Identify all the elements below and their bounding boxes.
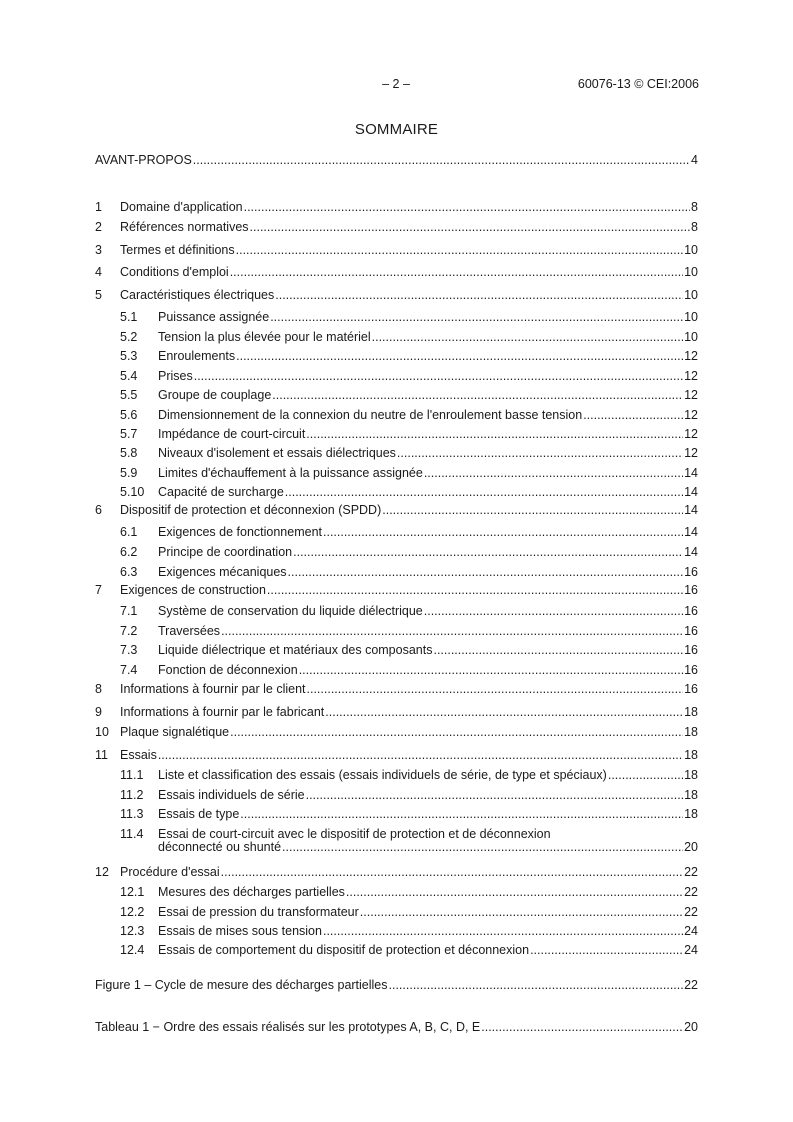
toc-entry-number: 5.1 — [120, 310, 138, 324]
dot-leader — [288, 564, 684, 580]
toc-entry[interactable] — [95, 681, 698, 697]
toc-entry-title: Puissance assignée — [158, 310, 270, 324]
toc-entry-number: 11.1 — [120, 768, 144, 782]
toc-entry-number: 12.2 — [120, 905, 145, 919]
toc-entry-title: Essais de type — [158, 807, 240, 821]
dot-leader — [244, 199, 690, 215]
toc-entry-title: Dimensionnement de la connexion du neutre de l'enroulement basse tension — [158, 408, 583, 422]
dot-leader — [433, 642, 683, 658]
dot-leader — [282, 839, 683, 855]
toc-entry-page: 10 — [684, 330, 698, 344]
toc-entry-page: 16 — [684, 565, 698, 579]
toc-entry-number: 5.9 — [120, 466, 138, 480]
page-title: SOMMAIRE — [354, 121, 439, 138]
toc-entry-title: Liquide diélectrique et matériaux des composants — [158, 643, 433, 657]
toc-entry-page: 12 — [684, 427, 698, 441]
toc-entry-page: 12 — [684, 408, 698, 422]
toc-entry-page: 18 — [684, 807, 698, 821]
toc-entry-title: Références normatives — [120, 220, 249, 234]
toc-entry-title: Dispositif de protection et déconnexion (SPDD) — [120, 503, 382, 517]
toc-entry[interactable] — [95, 152, 698, 168]
toc-entry[interactable] — [95, 787, 698, 803]
toc-entry[interactable] — [95, 582, 698, 598]
toc-entry-title: Impédance de court-circuit — [158, 427, 306, 441]
toc-entry-number: 5.5 — [120, 388, 138, 402]
toc-entry-number: 11.3 — [120, 807, 144, 821]
toc-entry-number: 5.4 — [120, 369, 138, 383]
toc-entry-title: Système de conservation du liquide diélectrique — [158, 604, 423, 618]
toc-entry-title: Essai de court-circuit avec le dispositif de protection et de déconnexion — [158, 827, 551, 841]
dot-leader — [389, 977, 684, 993]
page-number: – 2 – — [382, 77, 410, 91]
toc-entry[interactable] — [95, 544, 698, 560]
toc-entry-page: 12 — [684, 349, 698, 363]
toc-entry-page: 10 — [684, 243, 698, 257]
toc-entry-number: 10 — [95, 725, 109, 739]
dot-leader — [250, 219, 691, 235]
toc-entry-number: 7.4 — [120, 663, 138, 677]
toc-entry-number: 5.6 — [120, 408, 138, 422]
toc-entry[interactable] — [95, 884, 698, 900]
toc-entry-number: 8 — [95, 682, 102, 696]
toc-entry-number: 9 — [95, 705, 102, 719]
toc-entry[interactable] — [95, 309, 698, 325]
toc-entry-title: Exigences de construction — [120, 583, 266, 597]
toc-entry-number: 6.1 — [120, 525, 138, 539]
toc-entry-page: 8 — [691, 220, 698, 234]
toc-entry-page: 20 — [684, 1020, 698, 1034]
toc-entry-page: 12 — [684, 446, 698, 460]
toc-entry-title: Tension la plus élevée pour le matériel — [158, 330, 371, 344]
toc-entry[interactable] — [95, 977, 698, 993]
toc-entry-title: Traversées — [158, 624, 221, 638]
toc-entry[interactable] — [95, 1019, 698, 1035]
toc-entry-title: Informations à fournir par le client — [120, 682, 306, 696]
toc-entry[interactable] — [95, 445, 698, 461]
toc-entry-page: 10 — [684, 310, 698, 324]
toc-entry-title: Exigences mécaniques — [158, 565, 287, 579]
dot-leader — [306, 787, 683, 803]
toc-entry-title: Essais de comportement du dispositif de protection et déconnexion — [158, 943, 530, 957]
toc-entry-number: 12.4 — [120, 943, 145, 957]
toc-entry-page: 18 — [684, 768, 698, 782]
toc-entry[interactable] — [95, 502, 698, 518]
toc-entry-title: Essai de pression du transformateur — [158, 905, 359, 919]
toc-entry-page: 8 — [691, 200, 698, 214]
toc-entry[interactable] — [95, 368, 698, 384]
dot-leader — [230, 724, 683, 740]
document-reference: 60076-13 © CEI:2006 — [577, 77, 699, 91]
dot-leader — [325, 704, 683, 720]
toc-entry[interactable] — [95, 242, 698, 258]
toc-entry[interactable] — [95, 264, 698, 280]
toc-entry-number: 12.3 — [120, 924, 145, 938]
dot-leader — [360, 904, 683, 920]
toc-entry-number: 4 — [95, 265, 102, 279]
dot-leader — [285, 484, 683, 500]
toc-entry-number: 11.4 — [120, 827, 144, 841]
toc-entry[interactable] — [95, 219, 698, 235]
toc-entry-page: 16 — [684, 663, 698, 677]
toc-entry-title: Prises — [158, 369, 193, 383]
toc-entry-page: 18 — [684, 725, 698, 739]
toc-entry-title: Essais — [120, 748, 157, 762]
toc-entry-page: 24 — [684, 924, 698, 938]
dot-leader — [194, 368, 683, 384]
toc-entry-page: 22 — [684, 885, 698, 899]
toc-entry-title: Tableau 1 − Ordre des essais réalisés sur les prototypes A, B, C, D, E — [95, 1020, 481, 1034]
toc-entry[interactable] — [95, 806, 698, 822]
toc-entry-number: 5.7 — [120, 427, 138, 441]
toc-entry[interactable] — [95, 484, 698, 500]
toc-entry-title: Essais de mises sous tension — [158, 924, 322, 938]
toc-entry-number: 6.2 — [120, 545, 138, 559]
dot-leader — [306, 426, 683, 442]
toc-entry-title: Principe de coordination — [158, 545, 293, 559]
toc-entry-page: 16 — [684, 682, 698, 696]
dot-leader — [293, 544, 683, 560]
dot-leader — [397, 445, 683, 461]
toc-entry-number: 12 — [95, 865, 109, 879]
toc-entry[interactable] — [95, 704, 698, 720]
toc-entry-title: Niveaux d'isolement et essais diélectriques — [158, 446, 396, 460]
toc-entry-number: 7 — [95, 583, 102, 597]
dot-leader — [382, 502, 683, 518]
toc-entry-number: 11.2 — [120, 788, 144, 802]
toc-entry[interactable] — [95, 623, 698, 639]
toc-entry-page: 22 — [684, 978, 698, 992]
toc-entry-number: 1 — [95, 200, 102, 214]
dot-leader — [299, 662, 683, 678]
toc-entry-title: Conditions d'emploi — [120, 265, 229, 279]
toc-entry-page: 22 — [684, 865, 698, 879]
toc-entry-number: 5.8 — [120, 446, 138, 460]
toc-entry-page: 16 — [684, 643, 698, 657]
dot-leader — [323, 923, 683, 939]
toc-entry-page: 18 — [684, 705, 698, 719]
toc-entry[interactable] — [95, 747, 698, 763]
toc-entry-title: Exigences de fonctionnement — [158, 525, 322, 539]
toc-entry-number: 7.1 — [120, 604, 138, 618]
toc-entry[interactable] — [95, 329, 698, 345]
toc-entry-page: 18 — [684, 748, 698, 762]
toc-entry[interactable] — [95, 724, 698, 740]
toc-entry-number: 11 — [95, 748, 108, 762]
dot-leader — [221, 623, 683, 639]
toc-entry[interactable] — [95, 923, 698, 939]
toc-entry[interactable] — [95, 603, 698, 619]
toc-entry-page: 24 — [684, 943, 698, 957]
dot-leader — [230, 264, 683, 280]
dot-leader — [236, 348, 683, 364]
toc-entry[interactable] — [95, 387, 698, 403]
toc-entry[interactable] — [95, 662, 698, 678]
dot-leader — [272, 387, 683, 403]
toc-entry[interactable] — [95, 407, 698, 423]
dot-leader — [608, 767, 683, 783]
toc-entry[interactable] — [95, 524, 698, 540]
toc-entry-page: 16 — [684, 624, 698, 638]
toc-entry[interactable] — [95, 426, 698, 442]
toc-entry[interactable] — [95, 642, 698, 658]
toc-entry-title: Informations à fournir par le fabricant — [120, 705, 325, 719]
toc-entry-title: Domaine d'application — [120, 200, 243, 214]
dot-leader — [275, 287, 683, 303]
dot-leader — [372, 329, 683, 345]
toc-entry[interactable] — [95, 199, 698, 215]
toc-entry-title: Plaque signalétique — [120, 725, 230, 739]
toc-entry-page: 16 — [684, 583, 698, 597]
toc-entry-page: 14 — [684, 466, 698, 480]
toc-entry-title: Liste et classification des essais (essais individuels de série, de type et spéciaux) — [158, 768, 607, 782]
toc-entry-title: Caractéristiques électriques — [120, 288, 275, 302]
toc-entry-page: 10 — [684, 265, 698, 279]
dot-leader — [323, 524, 683, 540]
toc-entry-page: 18 — [684, 788, 698, 802]
toc-entry-title: Termes et définitions — [120, 243, 235, 257]
toc-entry-title: Mesures des décharges partielles — [158, 885, 345, 899]
dot-leader — [481, 1019, 683, 1035]
toc-entry-title: AVANT-PROPOS — [95, 153, 192, 167]
toc-entry[interactable] — [95, 864, 698, 880]
toc-entry-title: Groupe de couplage — [158, 388, 272, 402]
toc-entry-number: 7.3 — [120, 643, 138, 657]
toc-entry-title: Limites d'échauffement à la puissance assignée — [158, 466, 423, 480]
toc-entry-number: 5 — [95, 288, 102, 302]
dot-leader — [424, 603, 683, 619]
dot-leader — [236, 242, 683, 258]
toc-entry-number: 5.10 — [120, 485, 145, 499]
toc-entry-title: Essais individuels de série — [158, 788, 305, 802]
toc-entry-title-continuation: déconnecté ou shunté — [158, 840, 282, 854]
toc-entry-number: 5.2 — [120, 330, 138, 344]
toc-entry-page: 12 — [684, 369, 698, 383]
toc-entry-number: 2 — [95, 220, 102, 234]
toc-entry[interactable] — [95, 942, 698, 958]
dot-leader — [346, 884, 683, 900]
toc-entry-title: Capacité de surcharge — [158, 485, 284, 499]
toc-entry-page: 16 — [684, 604, 698, 618]
toc-entry-page: 20 — [684, 840, 698, 854]
toc-entry-title: Fonction de déconnexion — [158, 663, 298, 677]
toc-entry-page: 14 — [684, 525, 698, 539]
toc-entry-page: 4 — [691, 153, 698, 167]
dot-leader — [267, 582, 683, 598]
dot-leader — [307, 681, 684, 697]
dot-leader — [270, 309, 683, 325]
toc-entry-number: 12.1 — [120, 885, 145, 899]
dot-leader — [240, 806, 683, 822]
toc-entry-number: 3 — [95, 243, 102, 257]
toc-entry[interactable] — [95, 348, 698, 364]
dot-leader — [530, 942, 683, 958]
toc-entry[interactable] — [95, 904, 698, 920]
toc-entry-number: 6.3 — [120, 565, 138, 579]
toc-entry-title: Procédure d'essai — [120, 865, 220, 879]
toc-entry[interactable] — [95, 767, 698, 783]
toc-entry-page: 14 — [684, 503, 698, 517]
dot-leader — [424, 465, 683, 481]
toc-entry[interactable] — [95, 826, 698, 858]
dot-leader — [193, 152, 690, 168]
toc-entry-number: 5.3 — [120, 349, 138, 363]
toc-entry-title: Figure 1 – Cycle de mesure des décharges partielles — [95, 978, 388, 992]
toc-entry-page: 22 — [684, 905, 698, 919]
dot-leader — [158, 747, 683, 763]
dot-leader — [583, 407, 683, 423]
toc-entry-page: 14 — [684, 485, 698, 499]
toc-entry[interactable] — [95, 465, 698, 481]
dot-leader — [221, 864, 683, 880]
toc-entry-page: 14 — [684, 545, 698, 559]
toc-entry-number: 6 — [95, 503, 102, 517]
toc-entry-page: 10 — [684, 288, 698, 302]
toc-entry-title: Enroulements — [158, 349, 236, 363]
toc-entry-page: 12 — [684, 388, 698, 402]
toc-entry[interactable] — [95, 287, 698, 303]
toc-entry-number: 7.2 — [120, 624, 138, 638]
toc-entry[interactable] — [95, 564, 698, 580]
